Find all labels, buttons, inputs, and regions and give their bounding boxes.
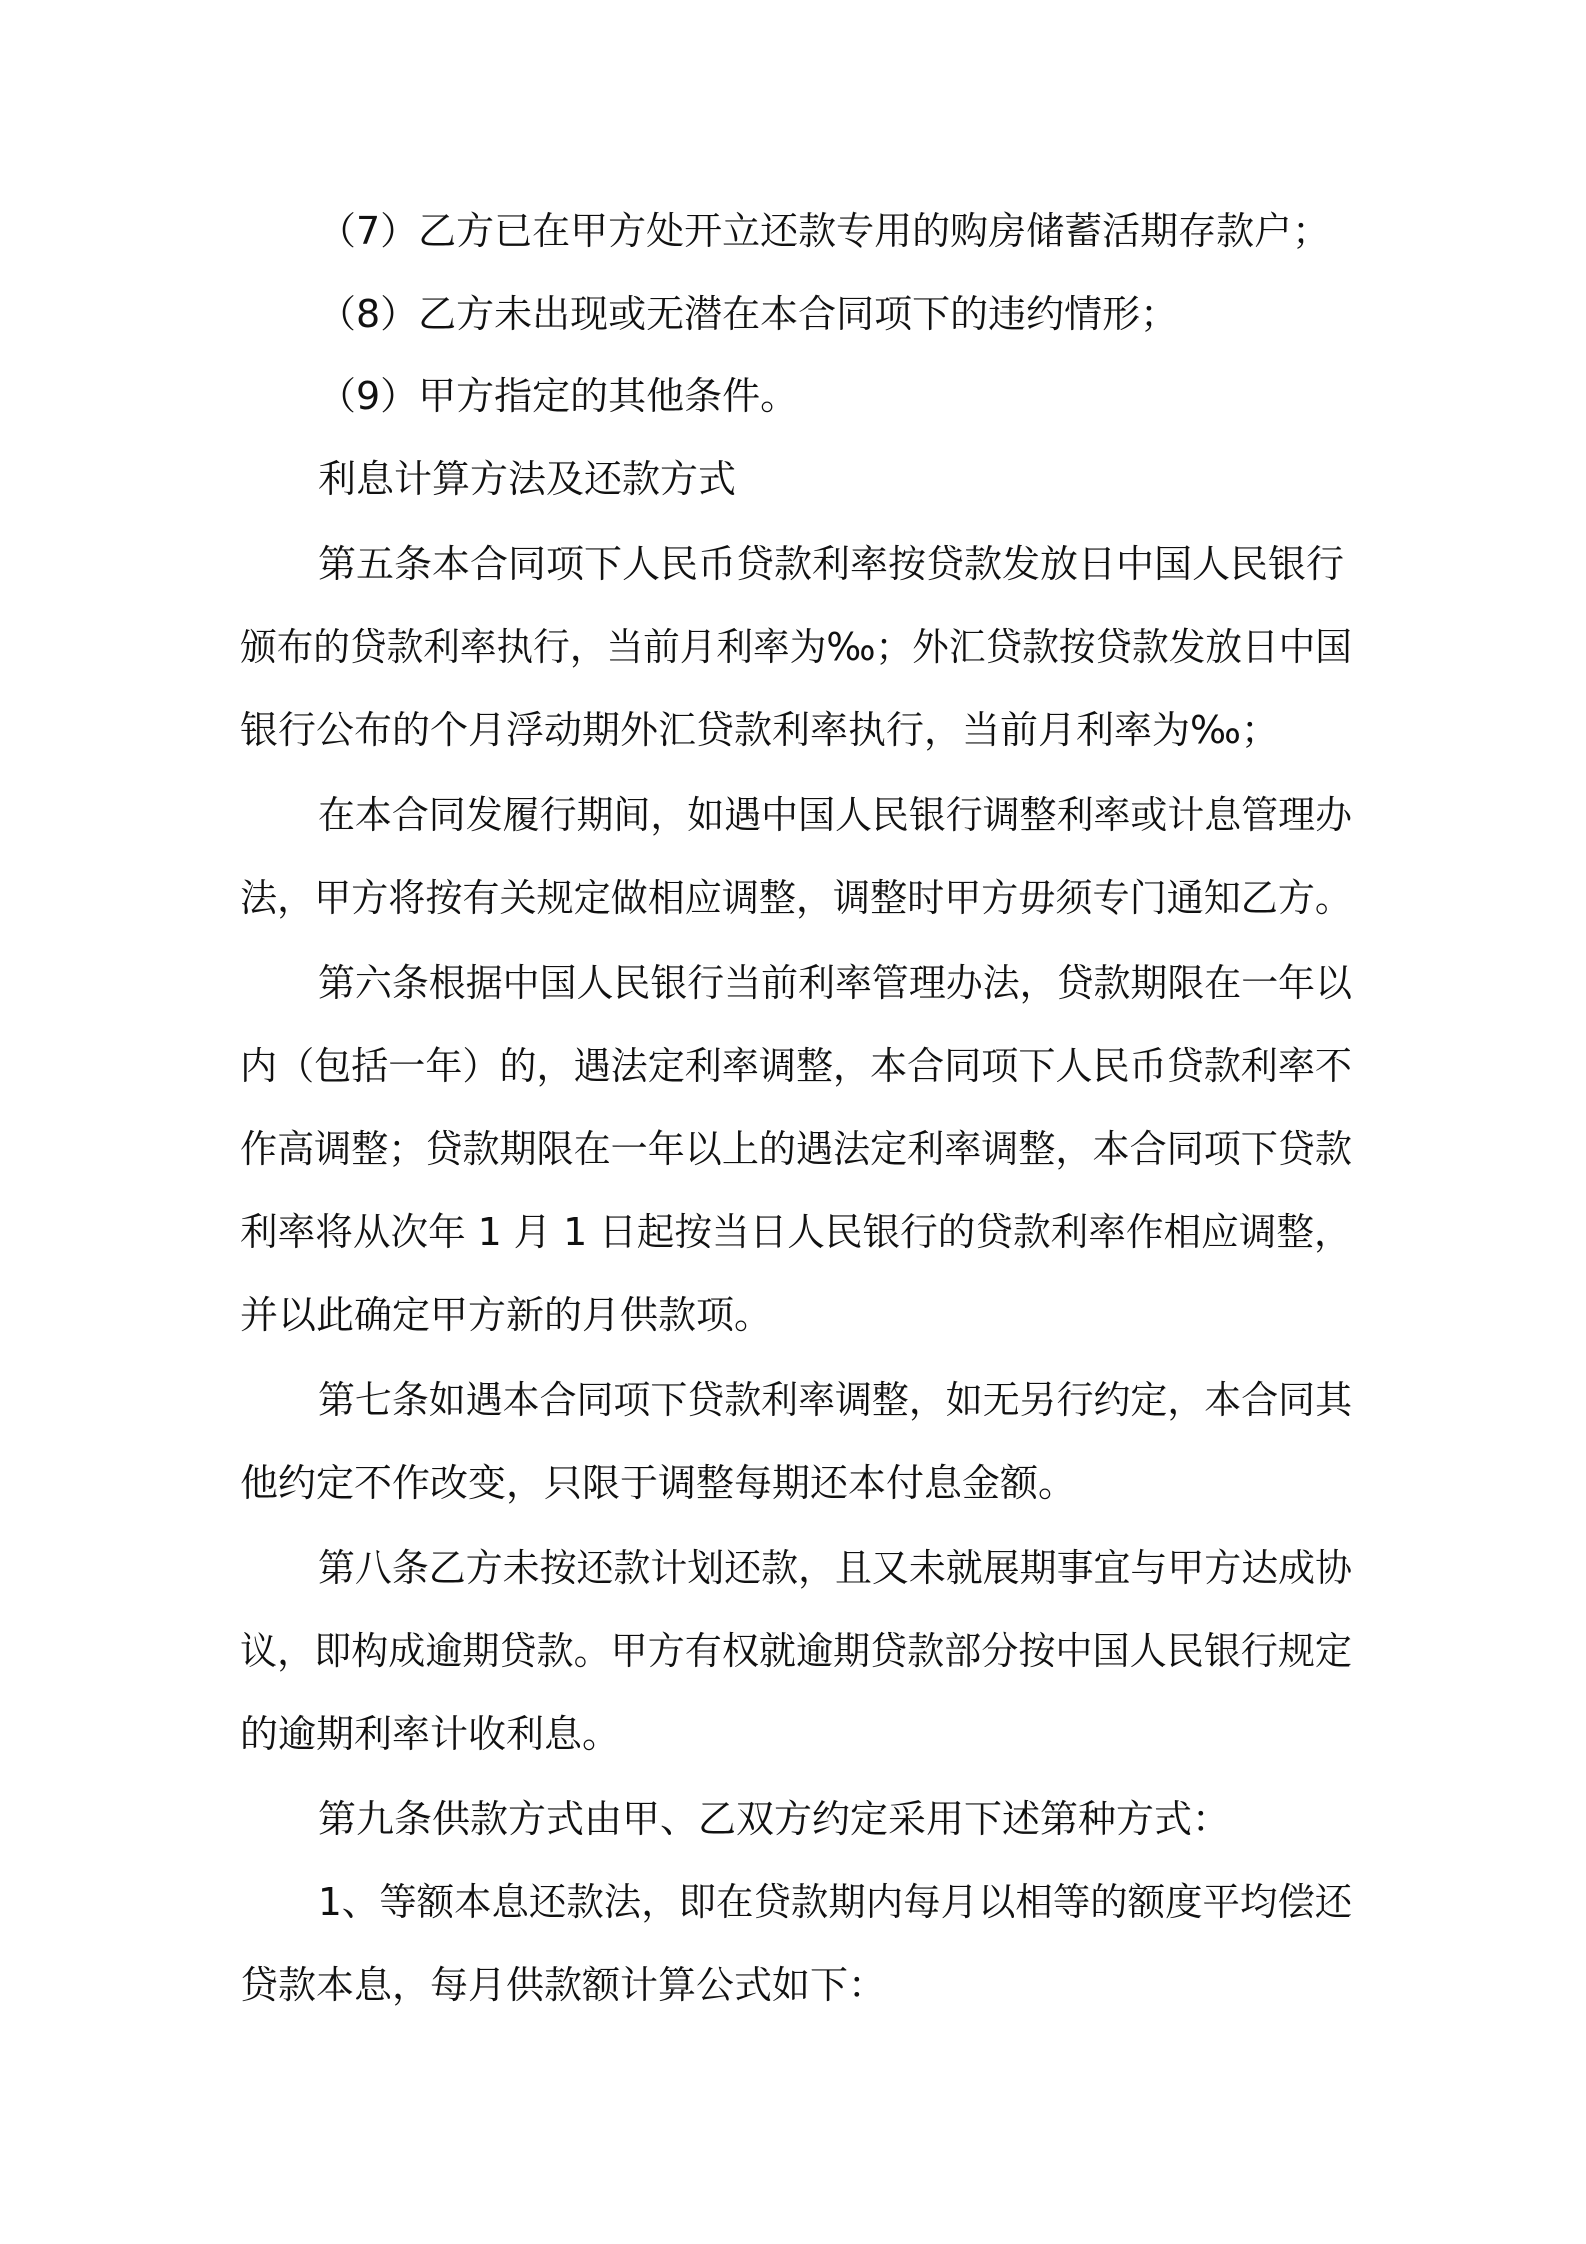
paragraph-line: 第九条供款方式由甲、乙双方约定采用下述第种方式： [318,1797,1231,1841]
paragraph-line: （9）甲方指定的其他条件。 [318,374,799,418]
paragraph-line: 银行公布的个月浮动期外汇贷款利率执行，当前月利率为‰； [240,708,1279,752]
paragraph-line: （8）乙方未出现或无潜在本合同项下的违约情形； [318,292,1179,336]
paragraph-line: 的逾期利率计收利息。 [240,1712,621,1756]
paragraph-line: 并以此确定甲方新的月供款项。 [240,1293,773,1337]
paragraph-line: 内（包括一年）的，遇法定利率调整，本合同项下人民币贷款利率不 [240,1044,1352,1088]
paragraph-line: 颁布的贷款利率执行，当前月利率为‰；外汇贷款按贷款发放日中国 [240,625,1352,669]
paragraph-line: 贷款本息，每月供款额计算公式如下： [240,1963,887,2007]
section-heading: 利息计算方法及还款方式 [318,457,737,501]
paragraph-line: 利率将从次年 1 月 1 日起按当日人民银行的贷款利率作相应调整， [240,1210,1352,1254]
paragraph-line: 法，甲方将按有关规定做相应调整，调整时甲方毋须专门通知乙方。 [240,876,1352,920]
paragraph-line: 在本合同发履行期间，如遇中国人民银行调整利率或计息管理办 [318,793,1353,837]
paragraph-line: 第八条乙方未按还款计划还款，且又未就展期事宜与甲方达成协 [318,1546,1353,1590]
paragraph-line: 作高调整；贷款期限在一年以上的遇法定利率调整，本合同项下贷款 [240,1127,1352,1171]
paragraph-line: （7）乙方已在甲方处开立还款专用的购房储蓄活期存款户； [318,209,1331,253]
paragraph-line: 他约定不作改变，只限于调整每期还本付息金额。 [240,1461,1077,1505]
paragraph-line: 议，即构成逾期贷款。甲方有权就逾期贷款部分按中国人民银行规定 [240,1629,1352,1673]
paragraph-line: 1、等额本息还款法，即在贷款期内每月以相等的额度平均偿还 [318,1880,1353,1924]
paragraph-line: 第五条本合同项下人民币贷款利率按贷款发放日中国人民银行 [318,542,1345,586]
paragraph-line: 第七条如遇本合同项下贷款利率调整，如无另行约定，本合同其 [318,1378,1353,1422]
paragraph-line: 第六条根据中国人民银行当前利率管理办法，贷款期限在一年以 [318,961,1353,1005]
